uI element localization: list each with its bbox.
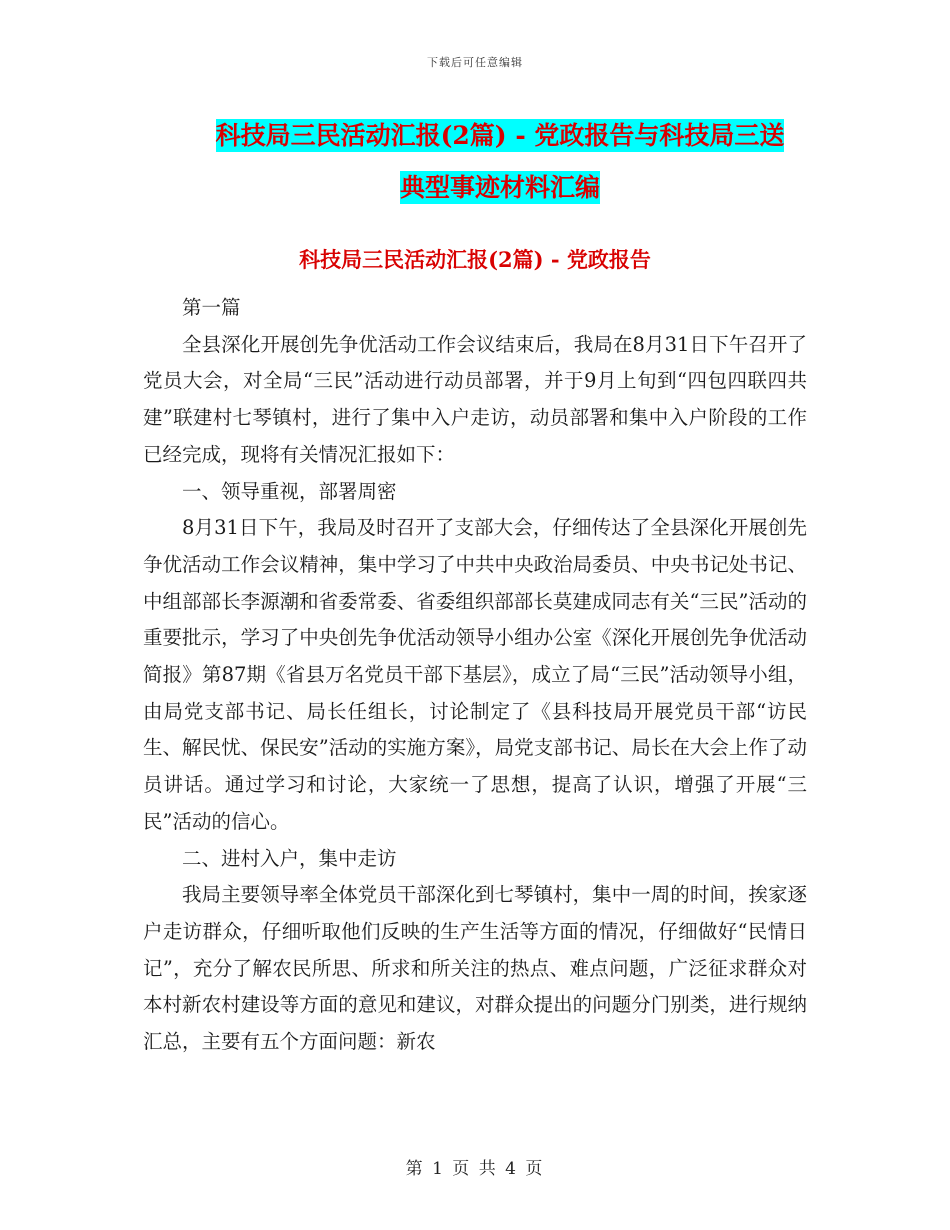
header-note: 下载后可任意编辑 — [427, 56, 523, 69]
paragraph: 第一篇 — [182, 296, 241, 319]
paragraph: 8月31日下午，我局及时召开了支部大会，仔细传达了全县深化开展创先争优活动工作会议精神，集中学习了中共中央政治局委员、中央书记处书记、中组部部长李源潮和省委常委、省委组织部部长莫建成同志有关“三民”活动的重要批示，学习了中央创先争优活动领导小组办公室《深化开展创先争优活动简报》第87期《省县万名党员干部下基层》，成立了局“三民”活动领导小组，由局党支部书记、局长任组长，讨论制定了《县科技局开展党员干部“访民生、解民忧、保民安”活动的实施方案》，局党支部书记、局长在大会上作了动员讲话。通过学习和讨论，大家统一了思想，提高了认识，增强了开展“三民”活动的信心。 — [143, 516, 807, 833]
document-title-line-2: 典型事迹材料汇编 — [399, 173, 600, 202]
body-text — [143, 290, 807, 1061]
paragraph: 我局主要领导率全体党员干部深化到七琴镇村，集中一周的时间，挨家逐户走访群众，仔细听取他们反映的生产生活等方面的情况，仔细做好“民情日记”，充分了解农民所思、所求和所关注的热点、难点问题，广泛征求群众对本村新农村建设等方面的意见和建议，对群众提出的问题分门别类，进行规纳汇总，主要有五个方面问题：新农 — [143, 883, 807, 1054]
section-title: 科技局三民活动汇报(2篇) - 党政报告 — [299, 247, 651, 272]
section-heading: 二、进村入户，集中走访 — [182, 846, 397, 870]
document-title-line-1: 科技局三民活动汇报(2篇) - 党政报告与科技局三送 — [215, 121, 785, 150]
page-footer: 第 1 页 共 4 页 — [405, 1159, 545, 1179]
paragraph: 全县深化开展创先争优活动工作会议结束后，我局在8月31日下午召开了党员大会，对全局“三民”活动进行动员部署，并于9月上旬到“四包四联四共建”联建村七琴镇村，进行了集中入户走访，动员部署和集中入户阶段的工作已经完成，现将有关情况汇报如下： — [143, 332, 807, 466]
section-heading: 一、领导重视，部署周密 — [182, 479, 397, 503]
document-title — [140, 110, 860, 214]
